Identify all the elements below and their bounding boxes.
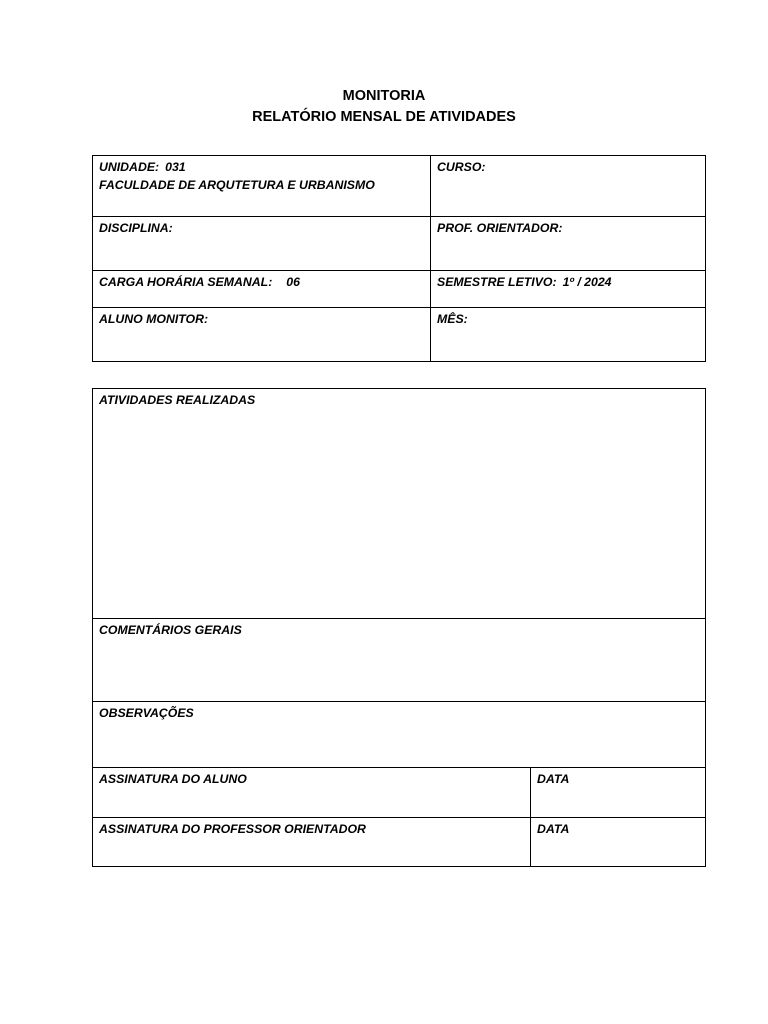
table-row bbox=[93, 156, 706, 217]
atividades-realizadas-cell[interactable] bbox=[93, 389, 706, 619]
prof-orientador-cell[interactable] bbox=[431, 217, 706, 271]
title-monitoria: MONITORIA bbox=[342, 88, 426, 104]
aluno-monitor-label: ALUNO MONITOR: bbox=[99, 312, 209, 326]
table-row bbox=[93, 271, 706, 308]
assinatura-aluno-label: ASSINATURA DO ALUNO bbox=[99, 772, 247, 786]
carga-horaria-value: 06 bbox=[286, 275, 300, 289]
disciplina-cell[interactable] bbox=[93, 217, 431, 271]
data-professor-cell[interactable] bbox=[531, 818, 706, 867]
curso-cell[interactable] bbox=[431, 156, 706, 217]
mes-label: MÊS: bbox=[437, 312, 468, 326]
data-aluno-label: DATA bbox=[537, 772, 570, 786]
data-aluno-cell[interactable] bbox=[531, 768, 706, 818]
table-row bbox=[93, 619, 706, 702]
assinatura-aluno-cell[interactable] bbox=[93, 768, 531, 818]
curso-label: CURSO: bbox=[437, 160, 486, 174]
prof-orientador-label: PROF. ORIENTADOR: bbox=[437, 221, 563, 235]
table-row bbox=[93, 389, 706, 619]
unidade-cell[interactable] bbox=[93, 156, 431, 217]
carga-horaria-cell[interactable] bbox=[93, 271, 431, 308]
document-title bbox=[0, 86, 768, 128]
table-row bbox=[93, 702, 706, 768]
comentarios-gerais-label: COMENTÁRIOS GERAIS bbox=[99, 623, 242, 637]
observacoes-cell[interactable] bbox=[93, 702, 706, 768]
atividades-realizadas-label: ATIVIDADES REALIZADAS bbox=[99, 393, 256, 407]
table-row bbox=[93, 818, 706, 867]
table-row bbox=[93, 308, 706, 362]
aluno-monitor-cell[interactable] bbox=[93, 308, 431, 362]
header-info-table bbox=[92, 155, 706, 362]
observacoes-label: OBSERVAÇÕES bbox=[99, 706, 194, 720]
carga-horaria-label: CARGA HORÁRIA SEMANAL: bbox=[99, 275, 273, 289]
unidade-label: UNIDADE: bbox=[99, 160, 160, 174]
assinatura-professor-cell[interactable] bbox=[93, 818, 531, 867]
mes-cell[interactable] bbox=[431, 308, 706, 362]
activities-table bbox=[92, 388, 706, 867]
title-relatorio: RELATÓRIO MENSAL DE ATIVIDADES bbox=[252, 109, 516, 125]
data-professor-label: DATA bbox=[537, 822, 570, 836]
assinatura-professor-label: ASSINATURA DO PROFESSOR ORIENTADOR bbox=[99, 822, 366, 836]
table-row bbox=[93, 217, 706, 271]
table-row bbox=[93, 768, 706, 818]
semestre-letivo-value: 1º / 2024 bbox=[562, 275, 612, 289]
disciplina-label: DISCIPLINA: bbox=[99, 221, 173, 235]
semestre-letivo-cell[interactable] bbox=[431, 271, 706, 308]
semestre-letivo-label: SEMESTRE LETIVO: bbox=[437, 275, 557, 289]
faculdade-name: FACULDADE DE ARQUTETURA E URBANISMO bbox=[99, 178, 375, 192]
comentarios-gerais-cell[interactable] bbox=[93, 619, 706, 702]
unidade-value: 031 bbox=[165, 160, 186, 174]
